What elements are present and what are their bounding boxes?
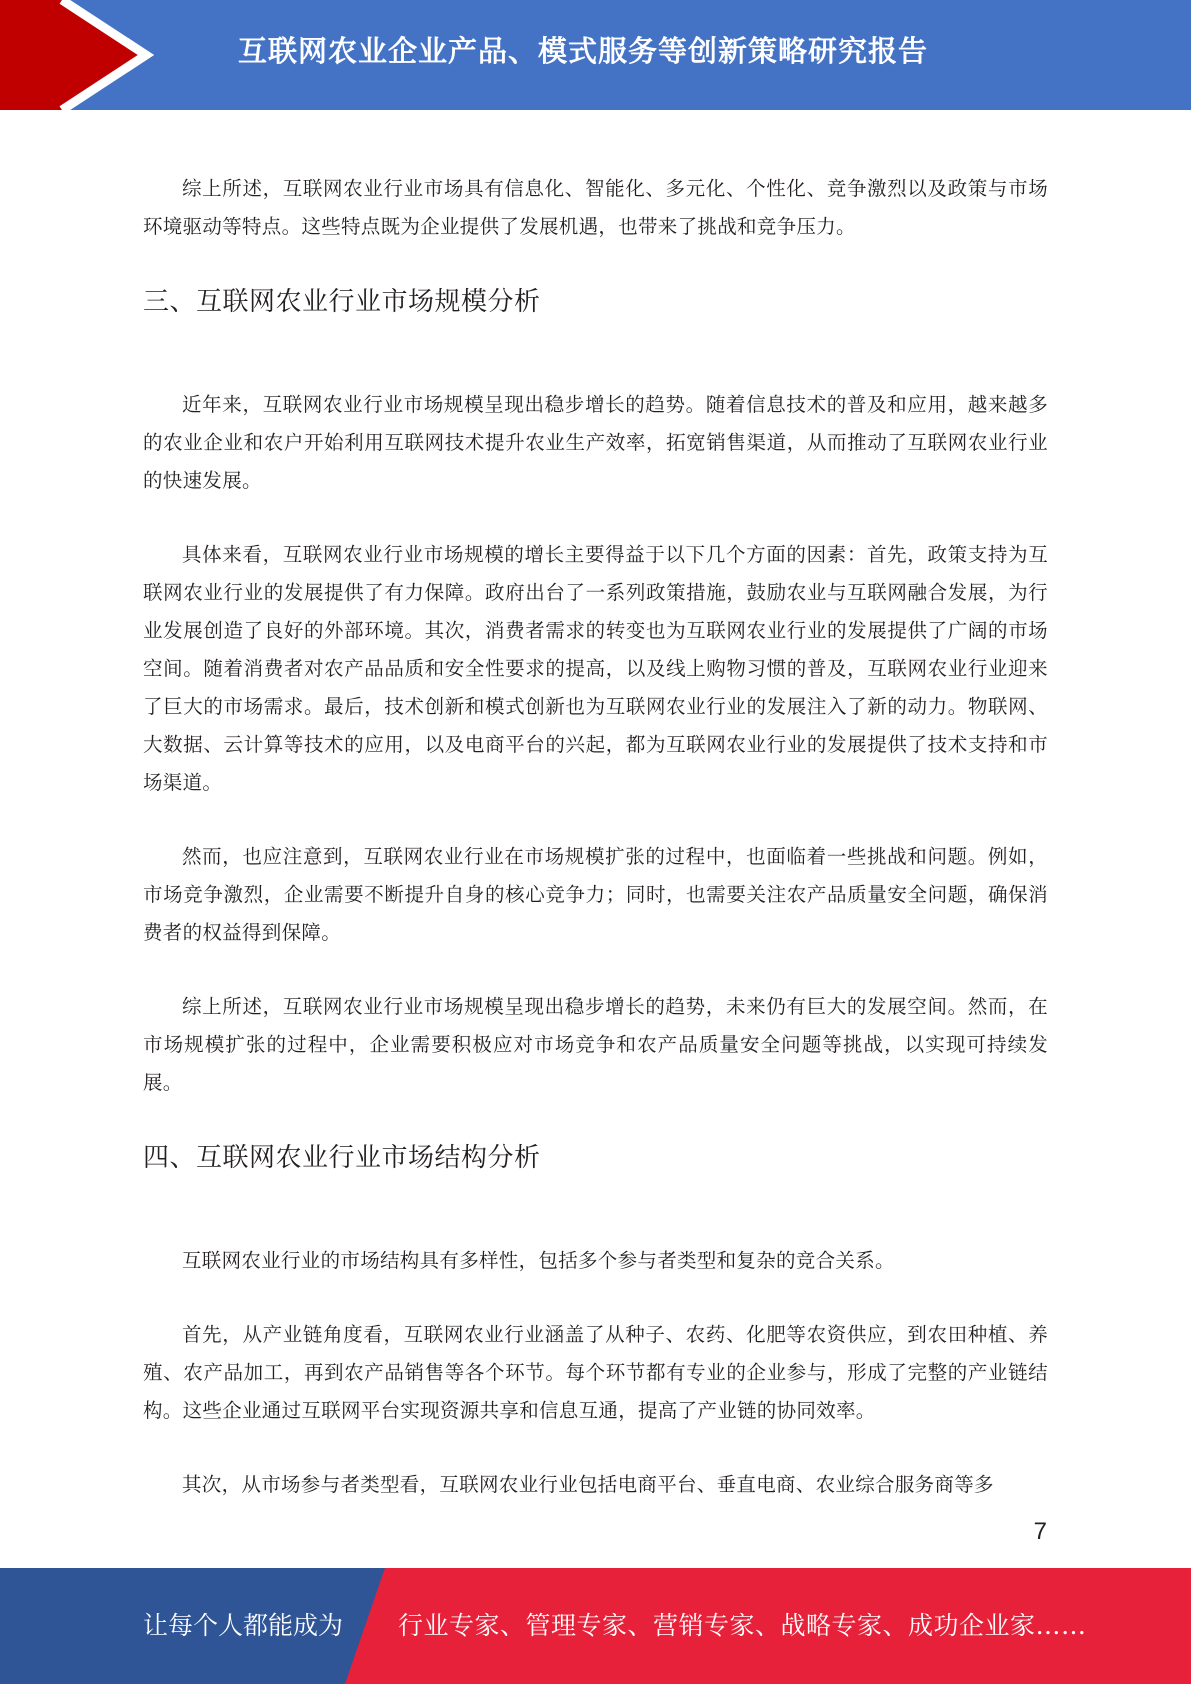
document-body: [143, 170, 1048, 1540]
body-paragraph: 互联网农业行业的市场结构具有多样性，包括多个参与者类型和复杂的竞合关系。: [182, 1249, 895, 1272]
page-header: [0, 0, 1191, 110]
body-paragraph: 首先，从产业链角度看，互联网农业行业涵盖了从种子、农药、化肥等农资供应，到农田种植、养殖、农产品加工，再到农产品销售等各个环节。每个环节都有专业的企业参与，形成了完整的产业链结构。这些企业通过互联网平台实现资源共享和信息互通，提高了产业链的协同效率。: [143, 1323, 1048, 1422]
body-paragraph: 综上所述，互联网农业行业市场规模呈现出稳步增长的趋势，未来仍有巨大的发展空间。然而，在市场规模扩张的过程中，企业需要积极应对市场竞争和农产品质量安全问题等挑战，以实现可持续发展。: [143, 995, 1048, 1094]
page-footer: [0, 1568, 1191, 1684]
body-paragraph: 其次，从市场参与者类型看，互联网农业行业包括电商平台、垂直电商、农业综合服务商等多: [182, 1473, 994, 1496]
section-heading: 三、互联网农业行业市场规模分析: [143, 287, 541, 317]
footer-slogan-left: 让每个人都能成为: [143, 1611, 344, 1640]
section-heading: 四、互联网农业行业市场结构分析: [143, 1143, 541, 1173]
body-paragraph: 然而，也应注意到，互联网农业行业在市场规模扩张的过程中，也面临着一些挑战和问题。例如，市场竞争激烈，企业需要不断提升自身的核心竞争力；同时，也需要关注农产品质量安全问题，确保消费者的权益得到保障。: [143, 845, 1048, 944]
body-paragraph: 具体来看，互联网农业行业市场规模的增长主要得益于以下几个方面的因素：首先，政策支持为互联网农业行业的发展提供了有力保障。政府出台了一系列政策措施，鼓励农业与互联网融合发展，为行业发展创造了良好的外部环境。其次，消费者需求的转变也为互联网农业行业的发展提供了广阔的市场空间。随着消费者对农产品品质和安全性要求的提高，以及线上购物习惯的普及，互联网农业行业迎来了巨大的市场需求。最后，技术创新和模式创新也为互联网农业行业的发展注入了新的动力。物联网、大数据、云计算等技术的应用，以及电商平台的兴起，都为互联网农业行业的发展提供了技术支持和市场渠道。: [143, 543, 1048, 794]
footer-slogan-right: 行业专家、管理专家、营销专家、战略专家、成功企业家……: [398, 1611, 1087, 1640]
body-paragraph: 近年来，互联网农业行业市场规模呈现出稳步增长的趋势。随着信息技术的普及和应用，越来越多的农业企业和农户开始利用互联网技术提升农业生产效率，拓宽销售渠道，从而推动了互联网农业行业的快速发展。: [143, 393, 1048, 492]
header-title: 互联网农业企业产品、模式服务等创新策略研究报告: [238, 34, 929, 68]
page-number: 7: [1033, 1518, 1047, 1545]
body-paragraph: 综上所述，互联网农业行业市场具有信息化、智能化、多元化、个性化、竞争激烈以及政策与市场环境驱动等特点。这些特点既为企业提供了发展机遇，也带来了挑战和竞争压力。: [143, 177, 1048, 238]
